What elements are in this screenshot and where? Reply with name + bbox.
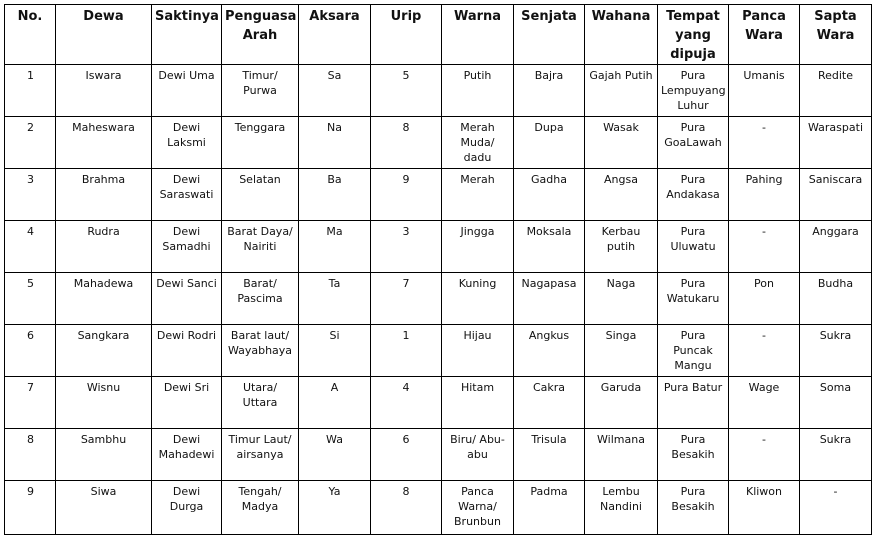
table-row [5, 65, 872, 117]
cell-urip: 8 [371, 481, 442, 535]
cell-sapta-wara: Saniscara [800, 169, 872, 221]
cell-sapta-wara: Budha [800, 273, 872, 325]
cell-urip: 6 [371, 429, 442, 481]
cell-saktinya: Dewi Uma [152, 65, 222, 117]
cell-urip: 7 [371, 273, 442, 325]
cell-wahana: Naga [585, 273, 658, 325]
cell-warna: Panca Warna/ Brunbun [442, 481, 514, 535]
header-senjata: Senjata [514, 5, 585, 65]
header-urip: Urip [371, 5, 442, 65]
cell-saktinya: Dewi Sanci [152, 273, 222, 325]
cell-tempat-dipuja: Pura Puncak Mangu [658, 325, 729, 377]
table-row [5, 117, 872, 169]
cell-panca-wara: - [729, 429, 800, 481]
cell-panca-wara: - [729, 221, 800, 273]
cell-wahana: Kerbau putih [585, 221, 658, 273]
cell-panca-wara: Pahing [729, 169, 800, 221]
cell-tempat-dipuja: Pura Batur [658, 377, 729, 429]
cell-urip: 9 [371, 169, 442, 221]
cell-warna: Kuning [442, 273, 514, 325]
cell-aksara: Sa [299, 65, 371, 117]
cell-senjata: Gadha [514, 169, 585, 221]
table-row [5, 377, 872, 429]
cell-warna: Jingga [442, 221, 514, 273]
cell-penguasa-arah: Barat Daya/ Nairiti [222, 221, 299, 273]
cell-dewa: Rudra [56, 221, 152, 273]
cell-wahana: Garuda [585, 377, 658, 429]
cell-penguasa-arah: Tengah/ Madya [222, 481, 299, 535]
cell-tempat-dipuja: Pura Besakih [658, 481, 729, 535]
cell-saktinya: Dewi Samadhi [152, 221, 222, 273]
cell-tempat-dipuja: Pura Watukaru [658, 273, 729, 325]
cell-senjata: Nagapasa [514, 273, 585, 325]
cell-no: 9 [5, 481, 56, 535]
cell-urip: 3 [371, 221, 442, 273]
cell-no: 5 [5, 273, 56, 325]
cell-dewa: Siwa [56, 481, 152, 535]
cell-panca-wara: Pon [729, 273, 800, 325]
cell-panca-wara: - [729, 325, 800, 377]
cell-wahana: Lembu Nandini [585, 481, 658, 535]
cell-wahana: Angsa [585, 169, 658, 221]
header-warna: Warna [442, 5, 514, 65]
cell-sapta-wara: Sukra [800, 325, 872, 377]
cell-sapta-wara: Anggara [800, 221, 872, 273]
table-row [5, 221, 872, 273]
cell-sapta-wara: Waraspati [800, 117, 872, 169]
table-row [5, 429, 872, 481]
cell-panca-wara: Kliwon [729, 481, 800, 535]
cell-warna: Biru/ Abu-abu [442, 429, 514, 481]
cell-sapta-wara: Soma [800, 377, 872, 429]
cell-saktinya: Dewi Saraswati [152, 169, 222, 221]
cell-no: 3 [5, 169, 56, 221]
header-wahana: Wahana [585, 5, 658, 65]
cell-warna: Hitam [442, 377, 514, 429]
cell-aksara: Na [299, 117, 371, 169]
cell-aksara: Si [299, 325, 371, 377]
cell-dewa: Wisnu [56, 377, 152, 429]
header-no: No. [5, 5, 56, 65]
cell-no: 6 [5, 325, 56, 377]
cell-no: 7 [5, 377, 56, 429]
cell-no: 8 [5, 429, 56, 481]
header-saktinya: Saktinya [152, 5, 222, 65]
header-dewa: Dewa [56, 5, 152, 65]
dewata-nawa-sanga-table [4, 4, 872, 535]
header-aksara: Aksara [299, 5, 371, 65]
cell-saktinya: Dewi Sri [152, 377, 222, 429]
cell-dewa: Maheswara [56, 117, 152, 169]
cell-aksara: Ta [299, 273, 371, 325]
cell-sapta-wara: Redite [800, 65, 872, 117]
header-tempat-dipuja: Tempat yang dipuja [658, 5, 729, 65]
cell-penguasa-arah: Barat/ Pascima [222, 273, 299, 325]
cell-penguasa-arah: Selatan [222, 169, 299, 221]
cell-no: 4 [5, 221, 56, 273]
cell-senjata: Angkus [514, 325, 585, 377]
table-row [5, 481, 872, 535]
cell-sapta-wara: - [800, 481, 872, 535]
cell-saktinya: Dewi Durga [152, 481, 222, 535]
cell-dewa: Mahadewa [56, 273, 152, 325]
cell-urip: 8 [371, 117, 442, 169]
cell-dewa: Brahma [56, 169, 152, 221]
cell-senjata: Padma [514, 481, 585, 535]
cell-senjata: Cakra [514, 377, 585, 429]
cell-no: 2 [5, 117, 56, 169]
cell-wahana: Gajah Putih [585, 65, 658, 117]
cell-penguasa-arah: Timur Laut/ airsanya [222, 429, 299, 481]
cell-wahana: Wasak [585, 117, 658, 169]
cell-tempat-dipuja: Pura Uluwatu [658, 221, 729, 273]
cell-no: 1 [5, 65, 56, 117]
cell-tempat-dipuja: Pura Besakih [658, 429, 729, 481]
cell-urip: 4 [371, 377, 442, 429]
cell-saktinya: Dewi Mahadewi [152, 429, 222, 481]
cell-panca-wara: - [729, 117, 800, 169]
cell-wahana: Wilmana [585, 429, 658, 481]
cell-aksara: Ya [299, 481, 371, 535]
cell-warna: Putih [442, 65, 514, 117]
cell-penguasa-arah: Barat laut/ Wayabhaya [222, 325, 299, 377]
cell-tempat-dipuja: Pura Andakasa [658, 169, 729, 221]
cell-penguasa-arah: Utara/ Uttara [222, 377, 299, 429]
cell-aksara: Ba [299, 169, 371, 221]
cell-panca-wara: Wage [729, 377, 800, 429]
cell-saktinya: Dewi Rodri [152, 325, 222, 377]
table-row [5, 325, 872, 377]
cell-sapta-wara: Sukra [800, 429, 872, 481]
cell-saktinya: Dewi Laksmi [152, 117, 222, 169]
cell-urip: 1 [371, 325, 442, 377]
cell-tempat-dipuja: Pura Lempuyang Luhur [658, 65, 729, 117]
header-row [5, 5, 872, 65]
cell-dewa: Sangkara [56, 325, 152, 377]
cell-tempat-dipuja: Pura GoaLawah [658, 117, 729, 169]
cell-wahana: Singa [585, 325, 658, 377]
cell-penguasa-arah: Tenggara [222, 117, 299, 169]
cell-aksara: Wa [299, 429, 371, 481]
header-panca-wara: Panca Wara [729, 5, 800, 65]
cell-urip: 5 [371, 65, 442, 117]
cell-senjata: Bajra [514, 65, 585, 117]
cell-senjata: Moksala [514, 221, 585, 273]
header-sapta-wara: Sapta Wara [800, 5, 872, 65]
cell-panca-wara: Umanis [729, 65, 800, 117]
table-row [5, 273, 872, 325]
cell-aksara: A [299, 377, 371, 429]
header-penguasa-arah: Penguasa Arah [222, 5, 299, 65]
cell-dewa: Sambhu [56, 429, 152, 481]
cell-senjata: Trisula [514, 429, 585, 481]
cell-warna: Hijau [442, 325, 514, 377]
cell-aksara: Ma [299, 221, 371, 273]
cell-warna: Merah Muda/ dadu [442, 117, 514, 169]
cell-dewa: Iswara [56, 65, 152, 117]
cell-penguasa-arah: Timur/ Purwa [222, 65, 299, 117]
table-row [5, 169, 872, 221]
cell-senjata: Dupa [514, 117, 585, 169]
table-body [5, 65, 872, 535]
cell-warna: Merah [442, 169, 514, 221]
